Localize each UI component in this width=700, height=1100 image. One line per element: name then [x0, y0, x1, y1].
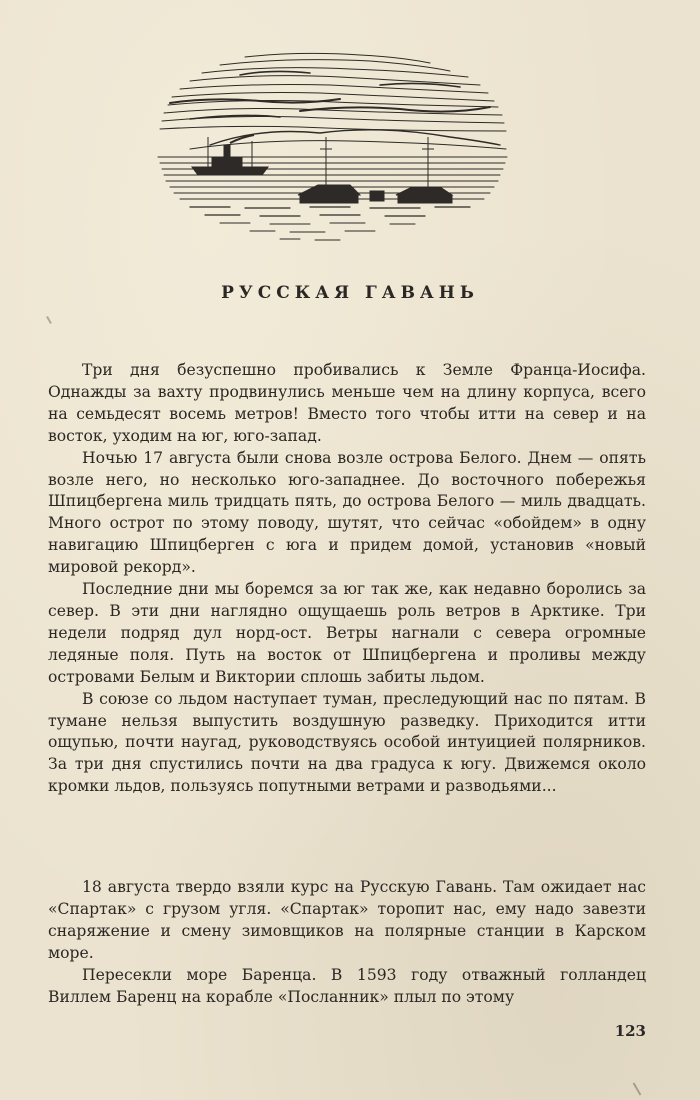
paragraph: В союзе со льдом наступает туман, преследующий нас по пятам. В тумане нельзя выпустить воздушную разведку. Приходится итти ощупью, почти наугад, руководствуясь особой интуицией полярников. За три дня спустились почти на два градуса к югу. Движемся около кромки льдов, пользуясь попутными ветрами и разводьями...	[48, 689, 646, 796]
paragraph: Ночью 17 августа были снова возле острова Белого. Днем — опять возле него, но несколько юго-западнее. До восточного побережья Шпицбергена миль тридцать пять, до острова Белого — миль двадцать. Много острот по этому поводу, шутят, что сейчас «обойдем» в одну навигацию Шпицберген с юга и придем домой, установив «новый мировой рекорд».	[48, 448, 646, 577]
ink-mark	[46, 316, 52, 324]
paragraph: Пересекли море Баренца. В 1593 году отважный голландец Виллем Баренц на корабле «Посланник» плыл по этому	[48, 965, 646, 1006]
paragraph: Последние дни мы боремся за юг так же, как недавно боролись за север. В эти дни наглядно ощущаешь роль ветров в Арктике. Три недели подряд дул норд-ост. Ветры нагнали с севера огромные ледяные поля. Путь на восток от Шпицбергена и проливы между островами Белым и Виктории сплошь забиты льдом.	[48, 580, 646, 686]
paragraph: 18 августа твердо взяли курс на Русскую Гавань. Там ожидает нас «Спартак» с грузом угля. «Спартак» торопит нас, ему надо завезти снаряжение и смену зимовщиков на полярные станции в Карском море.	[48, 878, 646, 962]
chapter-title: РУССКАЯ ГАВАНЬ	[221, 283, 479, 303]
ink-mark	[633, 1082, 642, 1095]
page-number: 123	[614, 1022, 646, 1040]
arctic-harbor-engraving-icon	[150, 45, 515, 250]
text-section-1	[48, 360, 646, 798]
paragraph: Три дня безуспешно пробивались к Земле Франца-Иосифа. Однажды за вахту продвинулись меньше чем на длину корпуса, всего на семьдесят восемь метров! Вместо того чтобы итти на север и на восток, уходим на юг, юго-запад.	[48, 361, 646, 445]
text-section-2	[48, 877, 646, 1008]
